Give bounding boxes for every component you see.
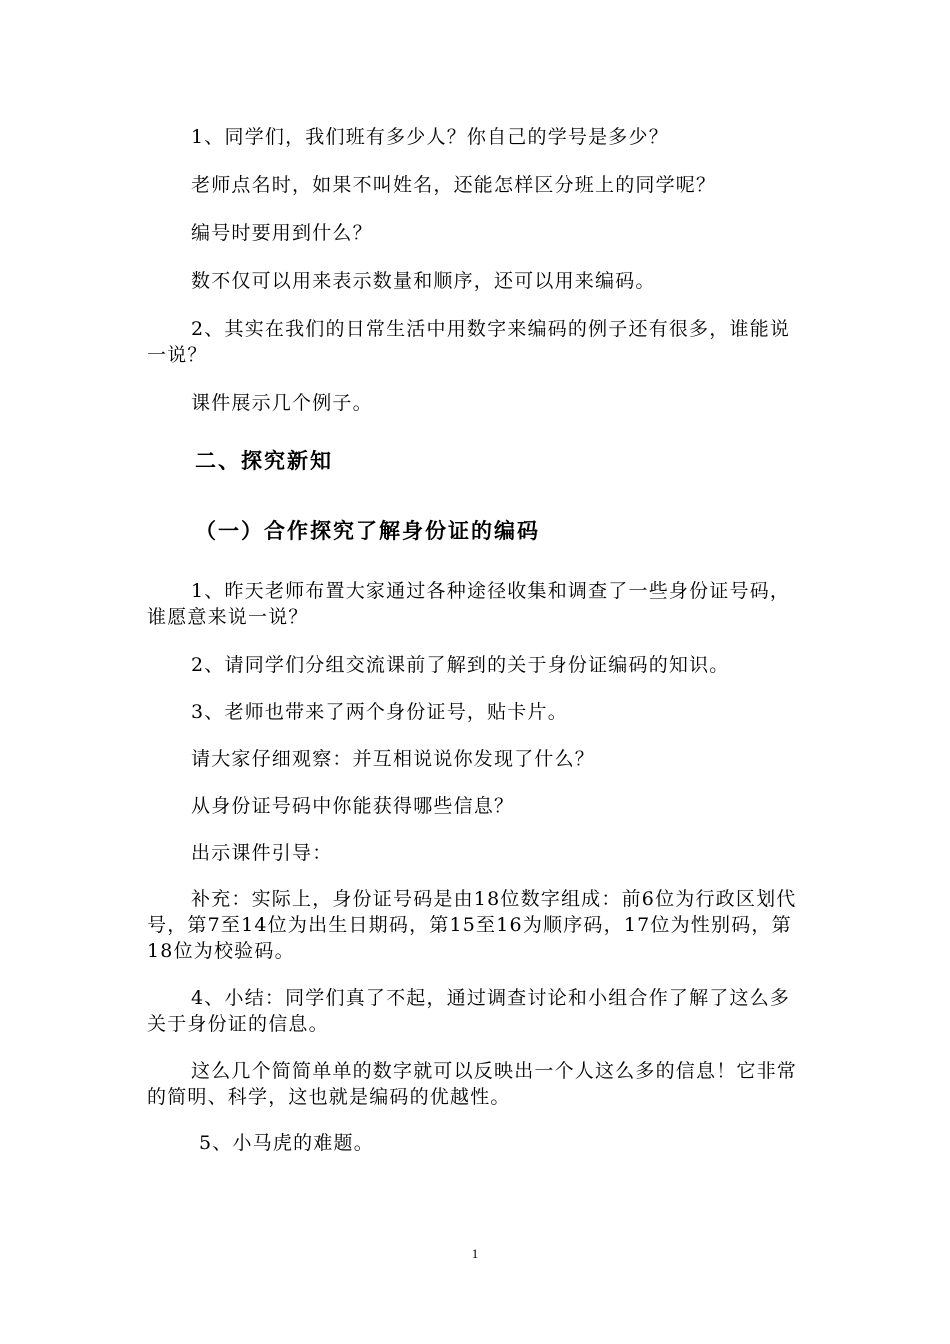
section-heading: 二、探究新知 (195, 449, 333, 473)
paragraph-observe: 请大家仔细观察：并互相说说你发现了什么？ (191, 748, 596, 770)
paragraph-advantage: 这么几个简简单单的数字就可以反映出一个人这么多的信息！它非常的简明、科学，这也就是编码的优越性。 (147, 1060, 798, 1108)
paragraph-rollcall-question: 老师点名时，如果不叫姓名，还能怎样区分班上的同学呢？ (191, 174, 717, 196)
paragraph-number-uses: 数不仅可以用来表示数量和顺序，还可以用来编码。 (191, 270, 656, 292)
paragraph-summary: 4、小结：同学们真了不起，通过调查讨论和小组合作了解了这么多关于身份证的信息。 (147, 987, 791, 1035)
paragraph-numbering-question: 编号时要用到什么？ (191, 222, 373, 244)
page-number: 1 (471, 1246, 479, 1261)
paragraph-group-discussion: 2、请同学们分组交流课前了解到的关于身份证编码的知识。 (191, 654, 730, 676)
paragraph-courseware-examples: 课件展示几个例子。 (191, 392, 373, 414)
paragraph-class-size-question: 1、同学们，我们班有多少人？你自己的学号是多少？ (191, 126, 669, 148)
paragraph-daily-examples: 2、其实在我们的日常生活中用数字来编码的例子还有很多，谁能说一说？ (147, 318, 791, 366)
paragraph-id-structure: 补充：实际上，身份证号码是由18位数字组成：前6位为行政区划代号，第7至14位为出生日期码，第15至16为顺序码，17位为性别码，第18位为校验码。 (147, 888, 797, 962)
paragraph-teacher-cards: 3、老师也带来了两个身份证号，贴卡片。 (191, 701, 568, 723)
subsection-heading: （一）合作探究了解身份证的编码 (195, 519, 540, 543)
paragraph-homework-collection: 1、昨天老师布置大家通过各种途径收集和调查了一些身份证号码，谁愿意来说一说？ (147, 580, 791, 628)
paragraph-courseware-guide: 出示课件引导： (191, 842, 333, 864)
paragraph-information-question: 从身份证号码中你能获得哪些信息？ (191, 795, 515, 817)
paragraph-puzzle: 5、小马虎的难题。 (199, 1132, 374, 1154)
